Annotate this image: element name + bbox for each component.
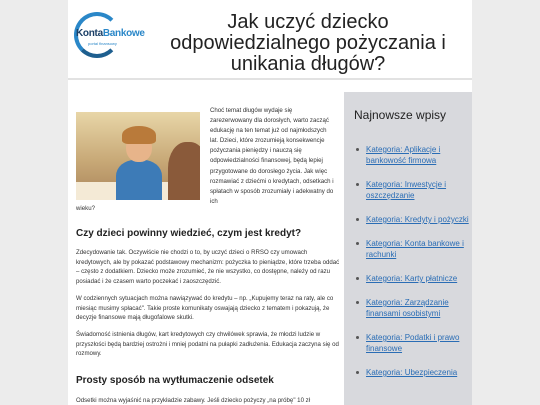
bullet-icon bbox=[356, 301, 359, 304]
bullet-icon bbox=[356, 218, 359, 221]
recent-post-link[interactable]: Kategoria: Zarządzanie finansami osobistymi bbox=[354, 297, 472, 319]
recent-post-link[interactable]: Kategoria: Aplikacje i bankowość firmowa bbox=[354, 144, 472, 166]
recent-post-link[interactable]: Kategoria: Ubezpieczenia bbox=[354, 367, 472, 378]
bullet-icon bbox=[356, 242, 359, 245]
article bbox=[68, 82, 340, 405]
bullet-icon bbox=[356, 336, 359, 339]
sidebar-recent-posts bbox=[344, 92, 472, 405]
section-heading-credit: Czy dzieci powinny wiedzieć, czym jest kredyt? bbox=[76, 228, 302, 239]
site-logo[interactable] bbox=[74, 12, 144, 58]
recent-post-link[interactable]: Kategoria: Inwestycje i oszczędzanie bbox=[354, 179, 472, 201]
section-heading-interest: Prosty sposób na wytłumaczenie odsetek bbox=[76, 375, 274, 386]
article-intro-tail: wieku? bbox=[76, 205, 95, 212]
recent-post-link[interactable]: Kategoria: Konta bankowe i rachunki bbox=[354, 238, 472, 260]
paragraph-2: W codziennych sytuacjach można nawiązywać do kredytu – np. „Kupujemy teraz na raty, ale co miesiąc musimy spłacać". Takie proste komunikaty oswajają dziecko z tematem i pokazują, że decyzje finansowe mają długofalowe skutki. bbox=[76, 295, 334, 322]
page bbox=[68, 0, 472, 405]
paragraph-4: Odsetki można wyjaśnić na przykładzie zabawy. Jeśli dziecko pożyczy „na próbę" 10 zł bbox=[76, 397, 311, 404]
page-title: Jak uczyć dziecko odpowiedzialnego pożyczania i unikania długów? bbox=[170, 11, 446, 75]
site-header bbox=[68, 0, 472, 80]
recent-post-link[interactable]: Kategoria: Kredyty i pożyczki bbox=[354, 214, 472, 225]
paragraph-3: Świadomość istnienia długów, kart kredytowych czy chwilówek sprawia, że młodzi ludzie w przyszłości będą bardziej ostrożni i mniej podatni na pułapki zadłużenia. Edukacja zaczyna się od rozmowy. bbox=[76, 331, 339, 358]
recent-post-link[interactable]: Kategoria: Podatki i prawo finansowe bbox=[354, 332, 472, 354]
recent-posts-list bbox=[354, 144, 472, 378]
bullet-icon bbox=[356, 148, 359, 151]
logo-brand: KontaBankowe bbox=[76, 28, 145, 39]
logo-tagline: portal finansowy bbox=[88, 41, 117, 46]
bullet-icon bbox=[356, 183, 359, 186]
article-image bbox=[76, 112, 200, 200]
bullet-icon bbox=[356, 371, 359, 374]
article-intro: Choć temat długów wydaje się zarezerwowany dla dorosłych, warto zacząć edukację na ten temat już od najmłodszych lat. Dzieci, które zrozumieją konsekwencje pożyczania pieniędzy i nauczą się odpowiedzialności finansowej, będą lepiej przygotowane do dorosłego życia. Jak więc rozmawiać z dziećmi o kredytach, odsetkach i spłatach w sposób zrozumiały i adekwatny do ich bbox=[210, 107, 334, 205]
bullet-icon bbox=[356, 277, 359, 280]
paragraph-1: Zdecydowanie tak. Oczywiście nie chodzi o to, by uczyć dzieci o RRSO czy umowach kredytowych, ale by pokazać podstawowy mechanizm: pożyczka to pieniądze, które trzeba oddać – często z dodatkiem. Dziecko może zrozumieć, że nie wszystko, co dostępne, należy od razu posiadać i że czasem warto poczekać i zaoszczędzić. bbox=[76, 249, 340, 286]
sidebar-title: Najnowsze wpisy bbox=[354, 108, 447, 122]
recent-post-link[interactable]: Kategoria: Karty płatnicze bbox=[354, 273, 472, 284]
